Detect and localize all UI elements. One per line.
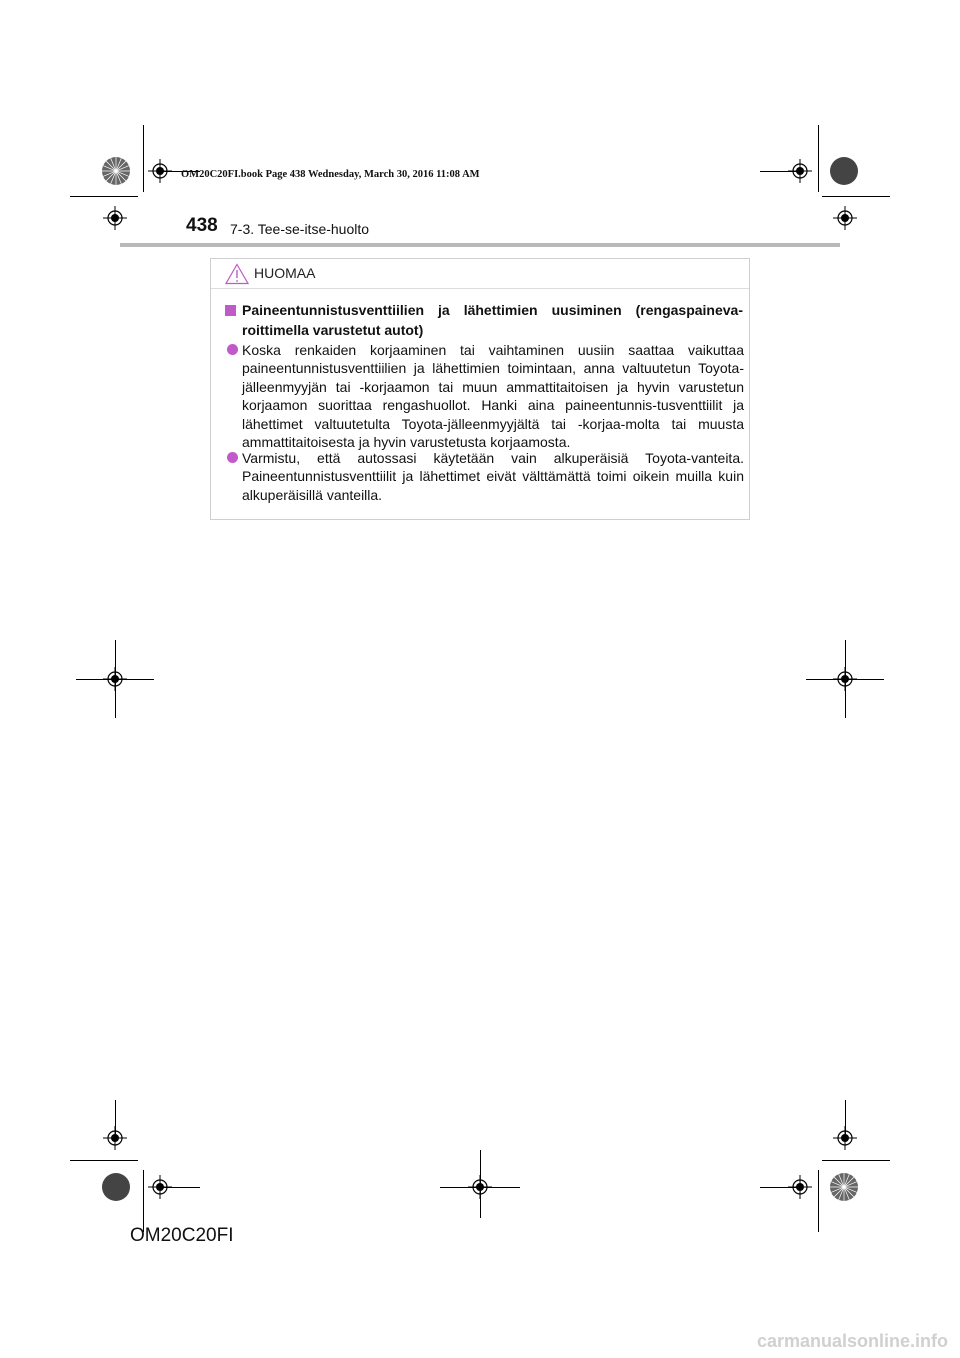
crop-line (143, 1170, 144, 1232)
registration-mark-icon (833, 206, 857, 230)
square-bullet-icon (225, 305, 236, 316)
crop-line (76, 679, 154, 680)
crop-line (480, 1150, 481, 1218)
section-title: 7-3. Tee-se-itse-huolto (230, 221, 370, 237)
notice-heading-text: Paineentunnistusventtiilien ja lähettimien uusiminen (rengaspaineva-roittimella varustetut autot) (242, 302, 743, 338)
registration-mark-icon (103, 206, 127, 230)
notice-bullet-text: Varmistu, että autossasi käytetään vain alkuperäisiä Toyota-vanteita. Paineentunnistusventtiilit ja lähettimet eivät välttämättä toimi oikein muilla kuin alkuperäisillä vanteilla. (242, 450, 744, 503)
footer-code: OM20C20FI (130, 1225, 234, 1246)
registration-mark-icon (148, 159, 172, 183)
registration-mark-icon (788, 1175, 812, 1199)
warning-triangle-icon (225, 263, 249, 285)
crop-line (818, 125, 819, 192)
solid-mark-icon (101, 1172, 131, 1202)
circle-bullet-icon (227, 452, 238, 463)
watermark: carmanualsonline.info (756, 1331, 948, 1351)
crop-line (818, 1170, 819, 1232)
crop-line (70, 196, 138, 197)
solid-mark-icon (829, 156, 859, 186)
circle-bullet-icon (227, 344, 238, 355)
book-info: OM20C20FI.book Page 438 Wednesday, March 30, 2016 11:08 AM (181, 169, 480, 180)
notice-heading (225, 300, 743, 340)
notice-header (211, 259, 749, 289)
crop-line (143, 125, 144, 192)
sunburst-mark-icon (829, 1172, 859, 1202)
sunburst-mark-icon (101, 156, 131, 186)
crop-line (440, 1187, 520, 1188)
crop-line (70, 1160, 138, 1161)
header-rule (120, 243, 840, 247)
crop-line (115, 1100, 116, 1134)
notice-bullet (242, 341, 744, 451)
notice-box (210, 258, 750, 520)
crop-line (806, 679, 884, 680)
notice-bullet-text: Koska renkaiden korjaaminen tai vaihtaminen uusiin saattaa vaikuttaa paineentunnistusventtiilien ja lähettimien toimintaan, anna valtuutetun Toyota-jälleenmyyjän tai -korjaamon tai muun ammattitaitoisen ja hyvin varustetun korjaamon suorittaa rengashuollot. Hanki aina paineentunnis-tusventtiilit ja lähettimet valtuutetulta Toyota-jälleenmyyjältä tai -korjaa-molta tai muusta ammattitaitoisesta ja hyvin varustetusta korjaamosta. (242, 342, 744, 451)
notice-label: HUOMAA (254, 265, 316, 281)
notice-bullet (242, 449, 744, 504)
crop-line (822, 1160, 890, 1161)
page-number: 438 (186, 215, 218, 236)
registration-mark-icon (148, 1175, 172, 1199)
crop-line (845, 1100, 846, 1134)
crop-line (822, 196, 890, 197)
registration-mark-icon (788, 159, 812, 183)
